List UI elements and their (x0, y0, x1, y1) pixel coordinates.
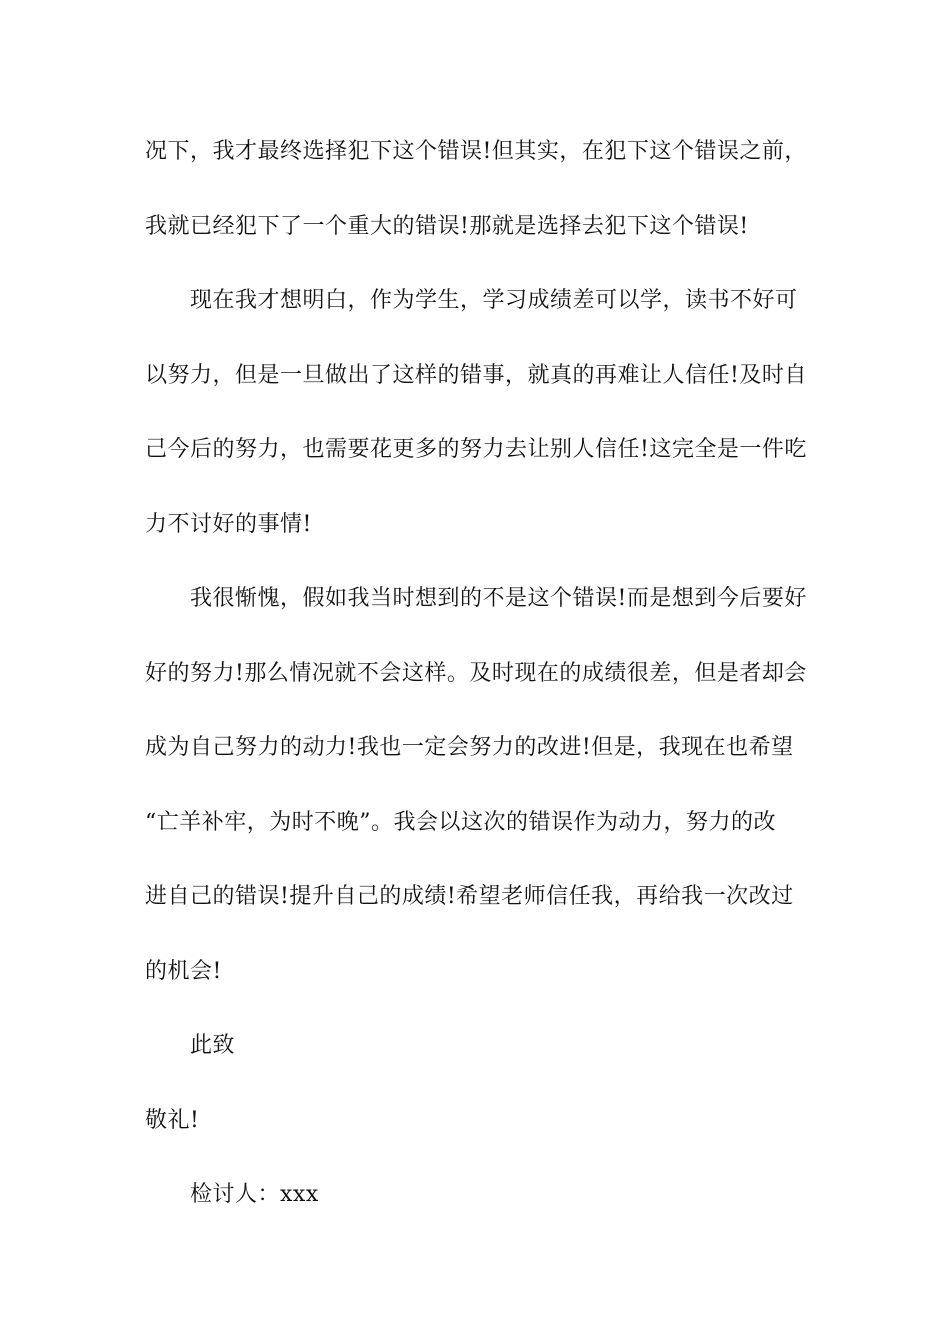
document-body (145, 128, 825, 1246)
text-line: 己今后的努力，也需要花更多的努力去让别人信任!这完全是一件吃 (145, 437, 807, 462)
text-line: 进自己的错误!提升自己的成绩!希望老师信任我，再给我一次改过 (145, 884, 794, 909)
text-line: “亡羊补牢，为时不晚”。我会以这次的错误作为动力，努力的改 (145, 809, 776, 835)
text-line: 力不讨好的事情! (145, 511, 312, 537)
paragraph-start-line: 我很惭愧，假如我当时想到的不是这个错误!而是想到今后要好 (190, 586, 807, 611)
text-line: 我就已经犯下了一个重大的错误!那就是选择去犯下这个错误! (145, 213, 749, 239)
text-line: 的机会! (145, 958, 222, 984)
text-line: 况下，我才最终选择犯下这个错误!但其实，在犯下这个错误之前， (145, 139, 807, 164)
signature-line: 检讨人：xxx (190, 1182, 319, 1207)
paragraph-start-line: 现在我才想明白，作为学生，学习成绩差可以学，读书不好可 (190, 288, 798, 313)
text-line: 成为自己努力的动力!我也一定会努力的改进!但是，我现在也希望 (145, 735, 794, 760)
text-line: 好的努力!那么情况就不会这样。及时现在的成绩很差，但是者却会 (145, 660, 807, 686)
closing-phrase: 此致 (190, 1033, 236, 1058)
text-line: 以努力，但是一旦做出了这样的错事，就真的再难让人信任!及时自 (145, 362, 807, 388)
salutation: 敬礼! (145, 1107, 200, 1133)
